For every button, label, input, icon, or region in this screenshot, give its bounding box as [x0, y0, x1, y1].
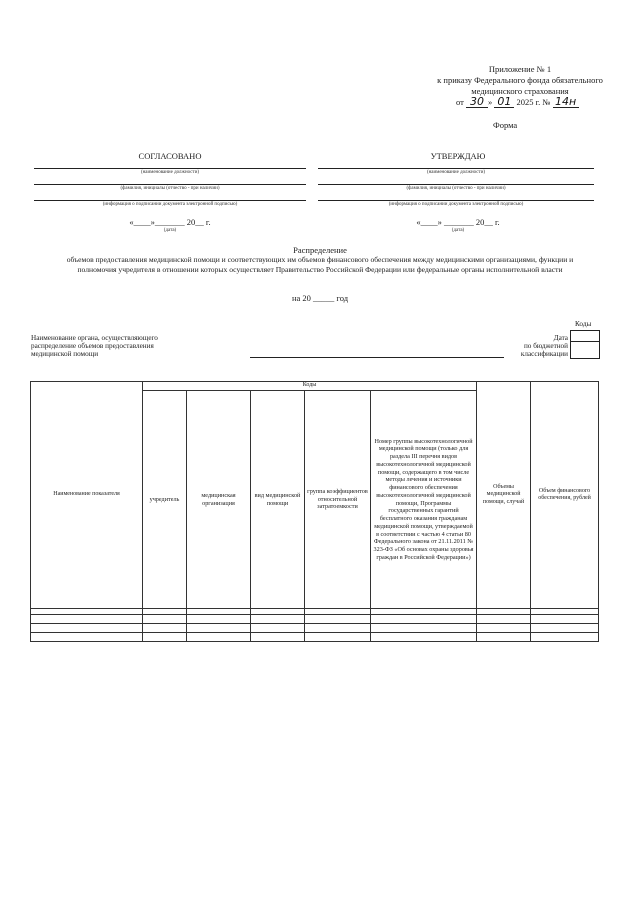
left-date-line: «____»_______ 20__ г.: [129, 217, 211, 227]
header-finance: Объем финансового обеспечения, рублей: [531, 382, 599, 609]
org-label-line2: распределение объемов предоставления: [31, 342, 154, 350]
left-position-caption: (наименование должности): [140, 170, 200, 175]
right-date-caption: (дата): [451, 228, 465, 233]
codes-label: Коды: [575, 320, 592, 328]
header-volume: Объемы медицинской помощи, случай: [477, 382, 531, 609]
left-date-caption: (дата): [163, 228, 177, 233]
document-subtitle-line1: объемов предоставления медицинской помощи и соответствующих им объемов финансового обеспечения между медицинскими организациями, функции и: [66, 255, 574, 264]
annex-date-day: 30: [466, 97, 488, 108]
annex-date-month: 01: [494, 97, 514, 108]
header-codes: Коды: [143, 382, 477, 391]
annex-line2: к приказу Федерального фонда обязательного: [437, 75, 603, 85]
approval-left-heading: СОГЛАСОВАНО: [138, 151, 202, 161]
org-label-line1: Наименование органа, осуществляющего: [31, 334, 158, 342]
right-date-line: «____» _______ 20__ г.: [416, 217, 500, 227]
header-care-type: вид медицинской помощи: [251, 391, 305, 609]
annex-line1: Приложение № 1: [488, 64, 552, 74]
annex-number-value: 14н: [553, 97, 579, 108]
classifier-code-box: [570, 341, 600, 359]
annex-date-line: от 30 » 01 2025 г. № 14н: [420, 97, 620, 108]
org-label-line3: медицинской помощи: [31, 350, 99, 358]
year-line: на 20 _____ год: [291, 293, 349, 303]
header-cost-group: группа коэффициентов относительной затратоемкости: [305, 391, 371, 609]
annex-date-prefix: от: [456, 97, 464, 107]
header-indicator-name: Наименование показателя: [31, 382, 143, 609]
document-title: Распределение: [293, 245, 347, 255]
date-label: Дата: [553, 334, 568, 342]
right-name-line: [318, 184, 594, 185]
org-name-line: [250, 357, 504, 358]
right-position-caption: (наименование должности): [426, 170, 486, 175]
header-htmc-group: Номер группы высокотехнологичной медицинской помощи (только для раздела III перечня видов высокотехнологичной медицинской помощи, содержащего в том числе методы лечения и источники финансового обеспечения высокотехнологичной медицинской помощи, Программы государственных гарантий бесплатного оказания гражданам медицинской помощи, утверждаемой в соответствии с частью 4 статьи 80 Федерального закона от 21.11.2011 № 323-ФЗ «Об основах охраны здоровья граждан в Российской Федерации»): [371, 391, 477, 609]
table-header-codes-row: [31, 382, 599, 391]
approval-right-heading: УТВЕРЖДАЮ: [430, 151, 486, 161]
left-position-line: [34, 168, 306, 169]
header-medical-organization: медицинская организация: [187, 391, 251, 609]
right-name-caption: (фамилия, инициалы (отчество - при наличии): [406, 186, 506, 191]
right-position-line: [318, 168, 594, 169]
annex-block: [420, 64, 620, 108]
distribution-table: [30, 381, 599, 642]
annex-date-year: 2025 г.: [516, 97, 541, 107]
header-founder: учредитель: [143, 391, 187, 609]
right-esign-caption: (информация о подписании документа электронной подписью): [388, 202, 524, 207]
table-row: [31, 615, 599, 624]
right-esign-line: [318, 200, 594, 201]
annex-line3: медицинского страхования: [471, 86, 569, 96]
table-row: [31, 633, 599, 642]
classifier-label-line2: классификации: [520, 350, 568, 358]
annex-number-prefix: №: [542, 97, 551, 107]
left-name-caption: (фамилия, инициалы (отчество - при наличии): [120, 186, 220, 191]
left-name-line: [34, 184, 306, 185]
classifier-label-line1: по бюджетной: [523, 342, 568, 350]
left-esign-caption: (информация о подписании документа электронной подписью): [102, 202, 238, 207]
left-esign-line: [34, 200, 306, 201]
table-row: [31, 624, 599, 633]
document-subtitle-line2: полномочия учредителя в отношении которых осуществляет Правительство Российской Федерации или федеральные органы исполнительной власти: [77, 265, 563, 274]
form-label: Форма: [493, 120, 518, 130]
